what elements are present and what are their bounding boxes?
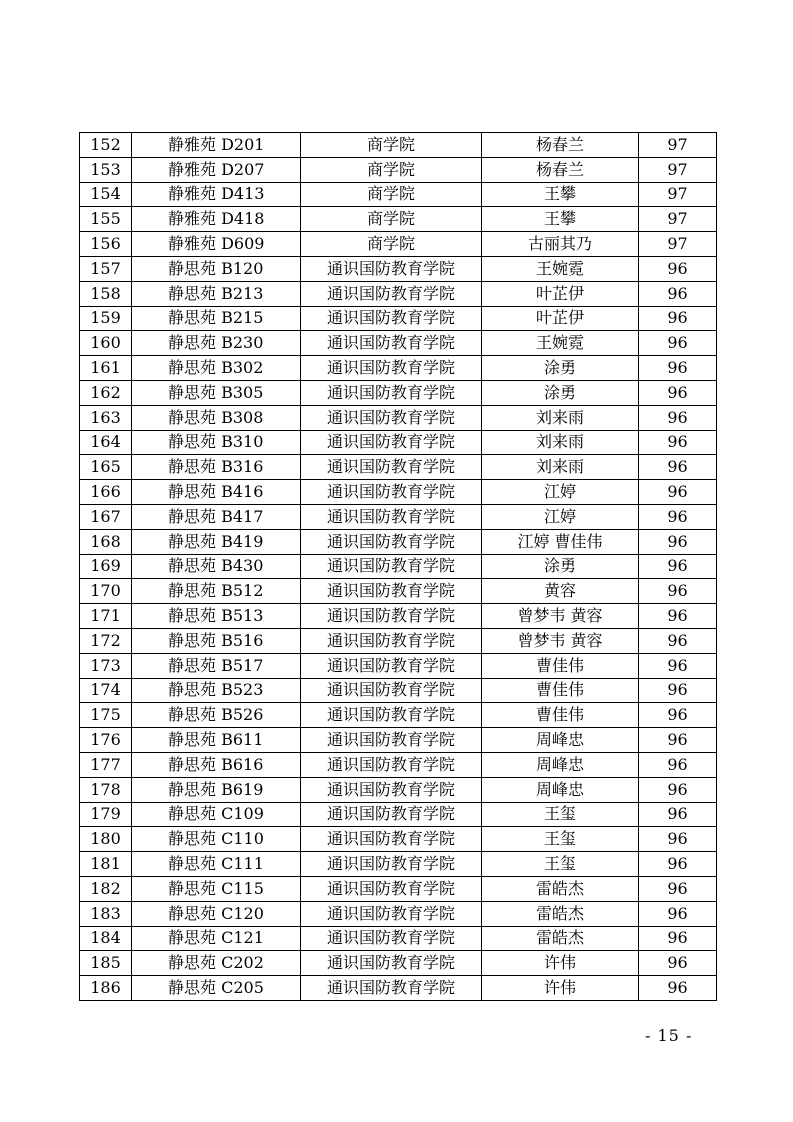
room-cell: 静思苑 B308 — [132, 405, 301, 430]
table-row — [80, 951, 717, 976]
score-cell: 96 — [639, 777, 717, 802]
college-cell: 通识国防教育学院 — [301, 901, 482, 926]
room-cell: 静思苑 B616 — [132, 752, 301, 777]
page-number: - 15 - — [645, 1026, 693, 1045]
inspector-cell: 杨春兰 — [482, 133, 639, 158]
score-cell: 96 — [639, 876, 717, 901]
inspector-cell: 王婉霓 — [482, 331, 639, 356]
inspector-cell: 周峰忠 — [482, 752, 639, 777]
row-index: 157 — [80, 256, 132, 281]
inspector-cell: 黄容 — [482, 579, 639, 604]
inspector-cell: 许伟 — [482, 976, 639, 1001]
score-cell: 96 — [639, 827, 717, 852]
room-cell: 静思苑 C120 — [132, 901, 301, 926]
score-cell: 97 — [639, 182, 717, 207]
table-row — [80, 133, 717, 158]
score-cell: 96 — [639, 281, 717, 306]
row-index: 159 — [80, 306, 132, 331]
table-row — [80, 604, 717, 629]
row-index: 171 — [80, 604, 132, 629]
room-cell: 静思苑 C205 — [132, 976, 301, 1001]
room-cell: 静雅苑 D207 — [132, 157, 301, 182]
row-index: 186 — [80, 976, 132, 1001]
room-cell: 静思苑 B526 — [132, 703, 301, 728]
inspector-cell: 江婷 曹佳伟 — [482, 529, 639, 554]
row-index: 185 — [80, 951, 132, 976]
table-row — [80, 256, 717, 281]
score-cell: 96 — [639, 306, 717, 331]
college-cell: 通识国防教育学院 — [301, 703, 482, 728]
row-index: 176 — [80, 728, 132, 753]
score-cell: 96 — [639, 604, 717, 629]
table-row — [80, 728, 717, 753]
row-index: 156 — [80, 232, 132, 257]
inspector-cell: 王玺 — [482, 852, 639, 877]
score-cell: 96 — [639, 852, 717, 877]
score-cell: 96 — [639, 455, 717, 480]
college-cell: 商学院 — [301, 182, 482, 207]
table-row — [80, 331, 717, 356]
row-index: 174 — [80, 678, 132, 703]
table-row — [80, 876, 717, 901]
inspector-cell: 许伟 — [482, 951, 639, 976]
room-cell: 静思苑 C111 — [132, 852, 301, 877]
room-cell: 静思苑 B611 — [132, 728, 301, 753]
room-cell: 静思苑 B302 — [132, 356, 301, 381]
score-cell: 97 — [639, 133, 717, 158]
table-row — [80, 182, 717, 207]
inspector-cell: 叶芷伊 — [482, 306, 639, 331]
college-cell: 通识国防教育学院 — [301, 827, 482, 852]
inspector-cell: 刘来雨 — [482, 455, 639, 480]
score-cell: 97 — [639, 232, 717, 257]
room-cell: 静思苑 B619 — [132, 777, 301, 802]
college-cell: 通识国防教育学院 — [301, 876, 482, 901]
row-index: 165 — [80, 455, 132, 480]
row-index: 160 — [80, 331, 132, 356]
inspector-cell: 周峰忠 — [482, 777, 639, 802]
room-cell: 静思苑 B230 — [132, 331, 301, 356]
row-index: 184 — [80, 926, 132, 951]
score-cell: 96 — [639, 976, 717, 1001]
score-cell: 97 — [639, 157, 717, 182]
score-cell: 96 — [639, 901, 717, 926]
score-cell: 96 — [639, 678, 717, 703]
room-cell: 静思苑 B316 — [132, 455, 301, 480]
college-cell: 通识国防教育学院 — [301, 653, 482, 678]
college-cell: 通识国防教育学院 — [301, 777, 482, 802]
room-cell: 静思苑 C110 — [132, 827, 301, 852]
room-cell: 静思苑 B417 — [132, 504, 301, 529]
score-cell: 96 — [639, 703, 717, 728]
room-cell: 静思苑 B430 — [132, 554, 301, 579]
table-row — [80, 380, 717, 405]
table-row — [80, 455, 717, 480]
room-cell: 静思苑 B419 — [132, 529, 301, 554]
score-cell: 96 — [639, 579, 717, 604]
college-cell: 通识国防教育学院 — [301, 604, 482, 629]
inspector-cell: 雷皓杰 — [482, 901, 639, 926]
room-cell: 静思苑 B512 — [132, 579, 301, 604]
college-cell: 通识国防教育学院 — [301, 926, 482, 951]
inspector-cell: 曹佳伟 — [482, 678, 639, 703]
table-row — [80, 207, 717, 232]
college-cell: 通识国防教育学院 — [301, 579, 482, 604]
room-cell: 静思苑 B523 — [132, 678, 301, 703]
table-row — [80, 752, 717, 777]
row-index: 182 — [80, 876, 132, 901]
row-index: 183 — [80, 901, 132, 926]
score-cell: 96 — [639, 405, 717, 430]
row-index: 158 — [80, 281, 132, 306]
college-cell: 通识国防教育学院 — [301, 256, 482, 281]
inspector-cell: 涂勇 — [482, 554, 639, 579]
table-row — [80, 281, 717, 306]
inspector-cell: 王玺 — [482, 802, 639, 827]
table-row — [80, 827, 717, 852]
room-cell: 静思苑 B516 — [132, 628, 301, 653]
table-row — [80, 901, 717, 926]
table-row — [80, 628, 717, 653]
inspector-cell: 叶芷伊 — [482, 281, 639, 306]
score-cell: 96 — [639, 256, 717, 281]
room-cell: 静雅苑 D201 — [132, 133, 301, 158]
score-cell: 97 — [639, 207, 717, 232]
college-cell: 通识国防教育学院 — [301, 331, 482, 356]
room-cell: 静思苑 B513 — [132, 604, 301, 629]
college-cell: 通识国防教育学院 — [301, 752, 482, 777]
college-cell: 通识国防教育学院 — [301, 430, 482, 455]
row-index: 152 — [80, 133, 132, 158]
row-index: 168 — [80, 529, 132, 554]
table-body — [80, 133, 717, 1001]
row-index: 173 — [80, 653, 132, 678]
room-cell: 静雅苑 D609 — [132, 232, 301, 257]
table-row — [80, 430, 717, 455]
inspector-cell: 涂勇 — [482, 380, 639, 405]
table-row — [80, 579, 717, 604]
row-index: 163 — [80, 405, 132, 430]
inspector-cell: 曹佳伟 — [482, 703, 639, 728]
score-cell: 96 — [639, 802, 717, 827]
row-index: 180 — [80, 827, 132, 852]
row-index: 166 — [80, 480, 132, 505]
college-cell: 通识国防教育学院 — [301, 529, 482, 554]
row-index: 164 — [80, 430, 132, 455]
score-cell: 96 — [639, 653, 717, 678]
table-row — [80, 852, 717, 877]
inspector-cell: 江婷 — [482, 480, 639, 505]
score-cell: 96 — [639, 430, 717, 455]
score-cell: 96 — [639, 504, 717, 529]
inspector-cell: 刘来雨 — [482, 405, 639, 430]
row-index: 154 — [80, 182, 132, 207]
inspector-cell: 王玺 — [482, 827, 639, 852]
score-cell: 96 — [639, 628, 717, 653]
room-cell: 静思苑 C115 — [132, 876, 301, 901]
inspector-cell: 王婉霓 — [482, 256, 639, 281]
table-row — [80, 306, 717, 331]
room-cell: 静思苑 B310 — [132, 430, 301, 455]
inspector-cell: 曹佳伟 — [482, 653, 639, 678]
table-row — [80, 703, 717, 728]
row-index: 178 — [80, 777, 132, 802]
table-row — [80, 405, 717, 430]
score-cell: 96 — [639, 752, 717, 777]
room-cell: 静思苑 B517 — [132, 653, 301, 678]
college-cell: 通识国防教育学院 — [301, 678, 482, 703]
college-cell: 商学院 — [301, 207, 482, 232]
college-cell: 商学院 — [301, 157, 482, 182]
college-cell: 商学院 — [301, 232, 482, 257]
table-row — [80, 232, 717, 257]
college-cell: 通识国防教育学院 — [301, 281, 482, 306]
college-cell: 通识国防教育学院 — [301, 976, 482, 1001]
room-cell: 静思苑 B305 — [132, 380, 301, 405]
row-index: 169 — [80, 554, 132, 579]
score-cell: 96 — [639, 926, 717, 951]
table-row — [80, 504, 717, 529]
row-index: 155 — [80, 207, 132, 232]
college-cell: 通识国防教育学院 — [301, 852, 482, 877]
table-row — [80, 157, 717, 182]
dormitory-score-table — [79, 132, 717, 1001]
row-index: 177 — [80, 752, 132, 777]
score-cell: 96 — [639, 951, 717, 976]
college-cell: 通识国防教育学院 — [301, 380, 482, 405]
table-row — [80, 529, 717, 554]
college-cell: 通识国防教育学院 — [301, 728, 482, 753]
inspector-cell: 周峰忠 — [482, 728, 639, 753]
inspector-cell: 曾梦韦 黄容 — [482, 604, 639, 629]
inspector-cell: 杨春兰 — [482, 157, 639, 182]
score-cell: 96 — [639, 554, 717, 579]
college-cell: 商学院 — [301, 133, 482, 158]
room-cell: 静思苑 C109 — [132, 802, 301, 827]
score-cell: 96 — [639, 356, 717, 381]
table-row — [80, 678, 717, 703]
row-index: 167 — [80, 504, 132, 529]
college-cell: 通识国防教育学院 — [301, 951, 482, 976]
score-cell: 96 — [639, 331, 717, 356]
score-cell: 96 — [639, 480, 717, 505]
college-cell: 通识国防教育学院 — [301, 504, 482, 529]
table-row — [80, 653, 717, 678]
college-cell: 通识国防教育学院 — [301, 628, 482, 653]
college-cell: 通识国防教育学院 — [301, 306, 482, 331]
table-row — [80, 976, 717, 1001]
table-row — [80, 777, 717, 802]
room-cell: 静思苑 C202 — [132, 951, 301, 976]
inspector-cell: 王攀 — [482, 207, 639, 232]
college-cell: 通识国防教育学院 — [301, 405, 482, 430]
room-cell: 静雅苑 D418 — [132, 207, 301, 232]
row-index: 175 — [80, 703, 132, 728]
college-cell: 通识国防教育学院 — [301, 554, 482, 579]
room-cell: 静雅苑 D413 — [132, 182, 301, 207]
row-index: 162 — [80, 380, 132, 405]
room-cell: 静思苑 B215 — [132, 306, 301, 331]
table-row — [80, 356, 717, 381]
row-index: 172 — [80, 628, 132, 653]
inspector-cell: 雷皓杰 — [482, 926, 639, 951]
room-cell: 静思苑 B120 — [132, 256, 301, 281]
college-cell: 通识国防教育学院 — [301, 480, 482, 505]
inspector-cell: 雷皓杰 — [482, 876, 639, 901]
college-cell: 通识国防教育学院 — [301, 455, 482, 480]
table-row — [80, 480, 717, 505]
inspector-cell: 古丽其乃 — [482, 232, 639, 257]
inspector-cell: 王攀 — [482, 182, 639, 207]
row-index: 153 — [80, 157, 132, 182]
inspector-cell: 刘来雨 — [482, 430, 639, 455]
room-cell: 静思苑 B416 — [132, 480, 301, 505]
inspector-cell: 曾梦韦 黄容 — [482, 628, 639, 653]
table-row — [80, 554, 717, 579]
score-cell: 96 — [639, 728, 717, 753]
room-cell: 静思苑 C121 — [132, 926, 301, 951]
score-cell: 96 — [639, 380, 717, 405]
score-cell: 96 — [639, 529, 717, 554]
college-cell: 通识国防教育学院 — [301, 802, 482, 827]
college-cell: 通识国防教育学院 — [301, 356, 482, 381]
row-index: 179 — [80, 802, 132, 827]
inspector-cell: 涂勇 — [482, 356, 639, 381]
table-row — [80, 926, 717, 951]
inspector-cell: 江婷 — [482, 504, 639, 529]
row-index: 170 — [80, 579, 132, 604]
room-cell: 静思苑 B213 — [132, 281, 301, 306]
table-row — [80, 802, 717, 827]
row-index: 181 — [80, 852, 132, 877]
row-index: 161 — [80, 356, 132, 381]
